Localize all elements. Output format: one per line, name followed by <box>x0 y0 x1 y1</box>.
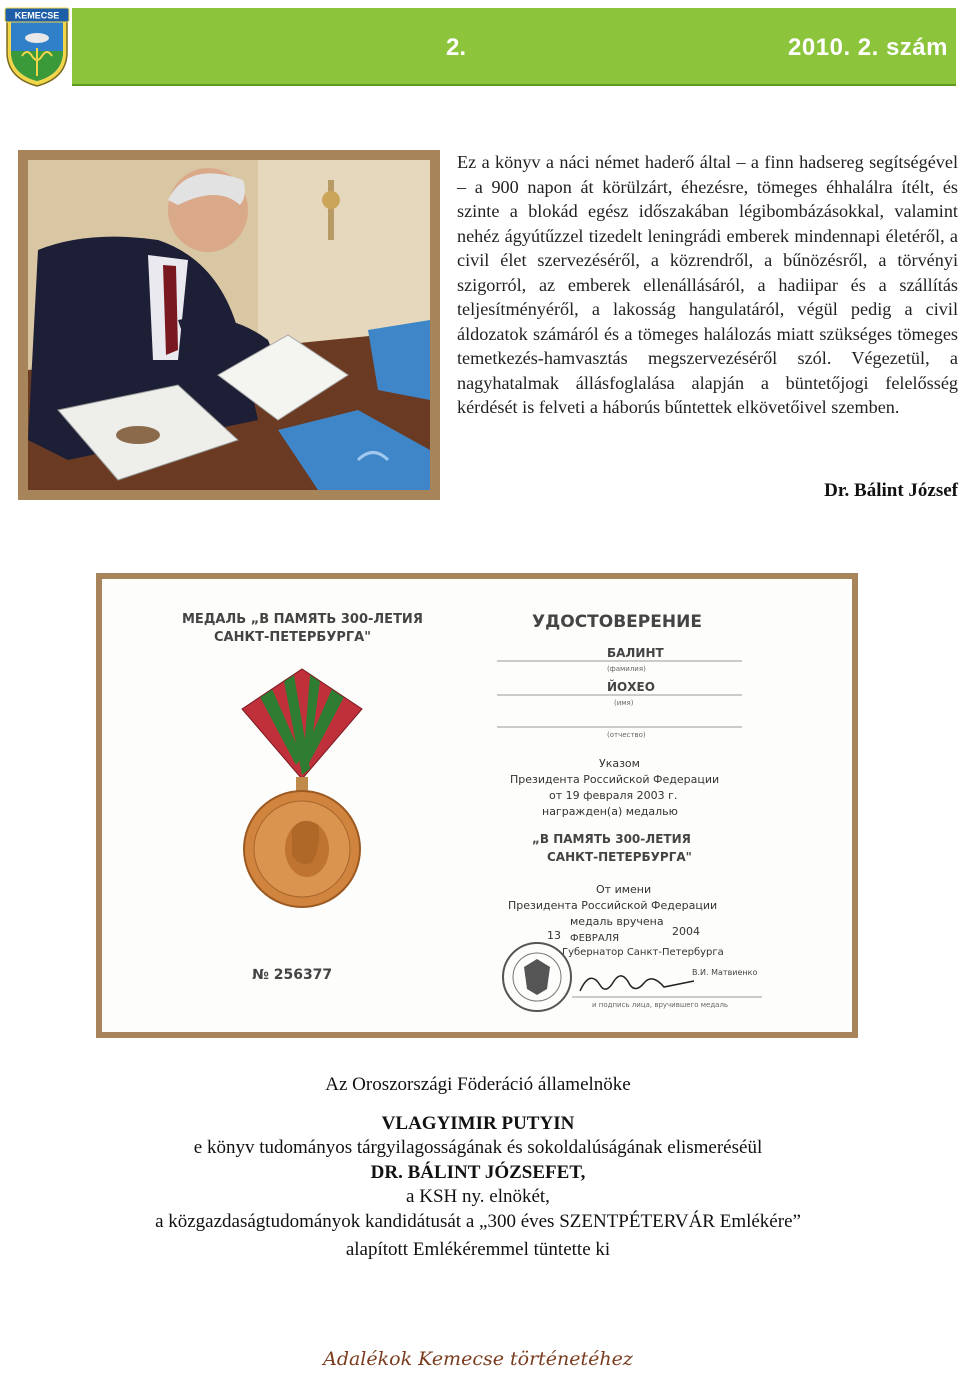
author-photo <box>18 150 440 500</box>
award-date-day: 13 <box>547 929 561 942</box>
signature-icon <box>580 976 694 991</box>
decree-line-4: награжден(а) медалью <box>542 805 678 818</box>
caption-line-1: Az Oroszországi Föderáció államelnöke <box>325 1074 631 1095</box>
header-bar <box>72 8 956 86</box>
caption-line-7: alapított Emlékéremmel tüntette ki <box>345 1239 611 1260</box>
official-seal-icon <box>503 943 571 1011</box>
certificate-scan <box>102 579 852 1032</box>
decree-line-3: от 19 февраля 2003 г. <box>549 789 678 802</box>
award-date-month: ФЕВРАЛЯ <box>570 933 620 944</box>
medal-title-line-1: МЕДАЛЬ „В ПАМЯТЬ 300-ЛЕТИЯ <box>182 612 423 627</box>
surname-caption: (фамилия) <box>607 665 646 673</box>
article-paragraph: Ez a könyv a náci német haderő által – a finn hadsereg segítségével – a 900 napon át körülzárt, éhezésre, tömeges éhhalálra ítélt, és szinte a blokád egész időszakában légibombázásokkal, valamint nehéz ágyútűzzel tizedelt leningrádi emberek mindennapi életéről, a civil élet szervezéséről, a közrendről, a bűnözésről, a törvényi szigorról, az emberek ellenállásáról, a hadiipar és a szállítás teljesítményéről, a lakosság hangulatáról, végül pedig a civil áldozatok számáról és a tömeges halálozás miatt szükséges tömeges temetkezés-hamvasztás megszervezéséről szól. Végezetül, a nagyhatalmak állásfoglalása alapján a büntetőjogi felelősség kérdését is felveti a háborús bűntettek elkövetőivel szemben. <box>457 152 958 417</box>
award-date-year: 2004 <box>672 925 700 938</box>
medal-number: № 256377 <box>252 967 333 983</box>
first-name-caption: (имя) <box>614 699 634 707</box>
logo-text: KEMECSE <box>14 10 60 21</box>
medal-ribbon <box>242 669 362 779</box>
certificate-heading: УДОСТОВЕРЕНИЕ <box>532 612 702 632</box>
caption-line-4: DR. BÁLINT JÓZSEFET, <box>370 1161 586 1183</box>
surname-value: БАЛИНТ <box>607 646 664 660</box>
caption-line-6: a közgazdaságtudományok kandidátusát a „300 éves SZENTPÉTERVÁR Emlékére” <box>155 1210 801 1232</box>
page-footer: Adalékok Kemecse történetéhez <box>323 1348 633 1370</box>
medal-icon <box>244 777 360 907</box>
issue-number: 2. <box>446 34 467 61</box>
medal-certificate-image <box>96 573 858 1038</box>
governor-title: Губернатор Санкт-Петербурга <box>562 947 724 958</box>
decree-line-2: Президента Российской Федерации <box>510 773 720 786</box>
caption-line-2: VLAGYIMIR PUTYIN <box>381 1112 575 1134</box>
governor-name: В.И. Матвиенко <box>692 968 758 977</box>
caption-line-3: e könyv tudományos tárgyilagosságának és sokoldalúságának elismeréséül <box>193 1137 763 1158</box>
author-signing-photo <box>28 160 430 490</box>
award-line-1: „В ПАМЯТЬ 300-ЛЕТИЯ <box>532 832 691 846</box>
article-author: Dr. Bálint József <box>824 480 958 501</box>
behalf-line-1: От имени <box>596 883 652 896</box>
award-caption <box>0 1073 956 1263</box>
medal-title-line-2: САНКТ-ПЕТЕРБУРГА" <box>214 630 371 645</box>
behalf-line-3: медаль вручена <box>570 915 664 928</box>
issue-title: 2010. 2. szám <box>788 34 948 61</box>
town-crest-logo <box>2 4 72 88</box>
award-line-2: САНКТ-ПЕТЕРБУРГА" <box>547 850 692 864</box>
behalf-line-2: Президента Российской Федерации <box>508 899 718 912</box>
first-name-value: ЙОХЕО <box>607 680 655 694</box>
caption-line-5: a KSH ny. elnökét, <box>406 1186 550 1207</box>
decree-line-1: Указом <box>599 757 640 770</box>
patronymic-caption: (отчество) <box>607 731 646 739</box>
signature-note: и подпись лица, вручившего медаль <box>592 1001 729 1009</box>
